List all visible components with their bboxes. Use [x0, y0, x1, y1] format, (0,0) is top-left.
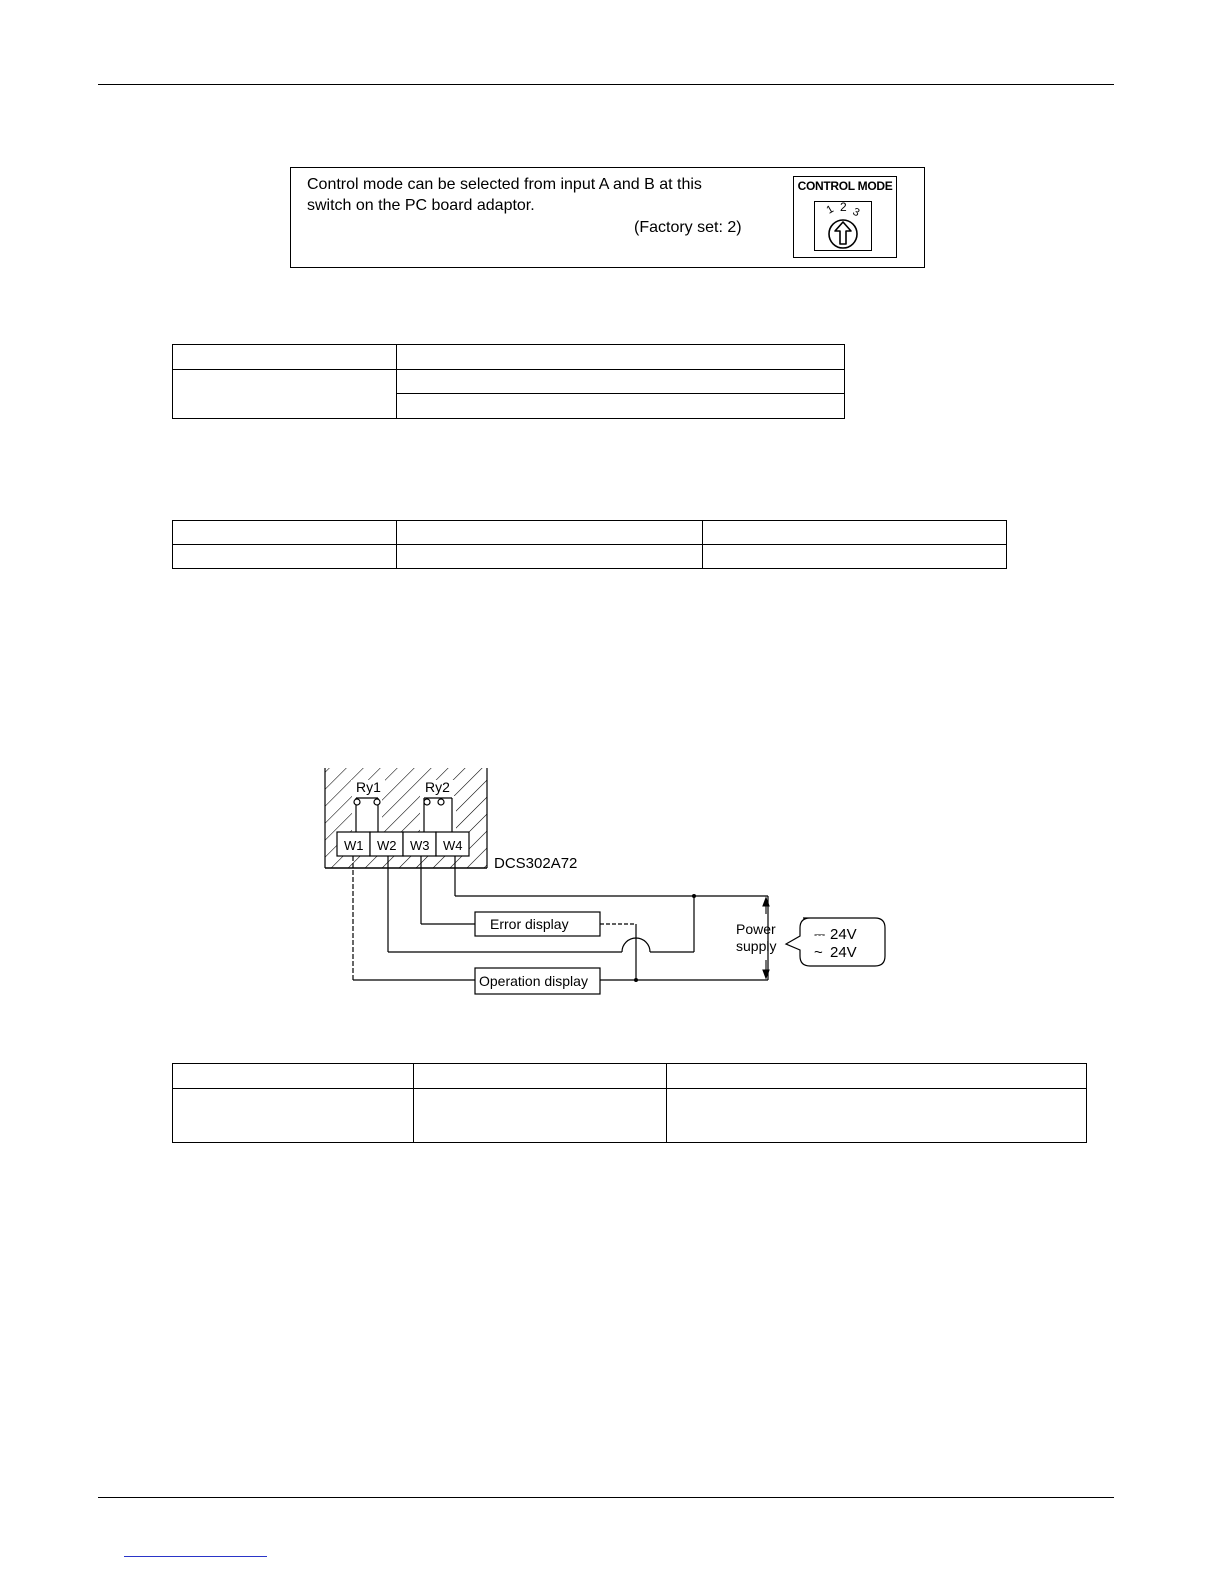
- relay-label-ry2: Ry2: [425, 779, 450, 795]
- board-model-label: DCS302A72: [494, 855, 578, 872]
- relay-contact-ry2: [420, 796, 456, 832]
- relay-label-ry1: Ry1: [356, 779, 381, 795]
- dc-symbol: ⎓: [814, 927, 826, 943]
- switch-title: CONTROL MODE: [797, 179, 893, 193]
- notice-line-1: Control mode can be selected from input A and B at this: [307, 176, 702, 193]
- terminal-w3: W3: [410, 838, 430, 853]
- terminal-block: [337, 832, 469, 856]
- switch-position-2: 2: [840, 202, 847, 214]
- wiring-diagram: [320, 760, 900, 1010]
- table-cell: [173, 370, 397, 419]
- table-1: [172, 344, 845, 419]
- control-mode-notice: [290, 167, 925, 268]
- relay-contact-ry1: [352, 796, 382, 832]
- table-cell: [414, 1064, 667, 1089]
- terminal-w2: W2: [377, 838, 397, 853]
- switch-position-3: 3: [850, 205, 862, 220]
- dial-frame: [814, 201, 872, 251]
- table-cell: [397, 370, 845, 394]
- notice-line-2: switch on the PC board adaptor.: [307, 197, 535, 214]
- table-2: [172, 520, 1007, 569]
- table-cell: [173, 521, 397, 545]
- table-cell: [173, 545, 397, 569]
- power-supply-label-line1: Power: [736, 921, 776, 937]
- ac-symbol: ~: [814, 944, 823, 961]
- table-cell: [397, 545, 703, 569]
- table-cell: [397, 345, 845, 370]
- table-cell: [397, 521, 703, 545]
- error-display-label: Error display: [490, 916, 569, 932]
- control-mode-switch: [793, 176, 897, 258]
- dc-voltage: 24V: [830, 926, 857, 943]
- terminal-w4: W4: [443, 838, 463, 853]
- switch-position-1: 1: [824, 203, 836, 217]
- power-supply-label-line2: supply: [736, 938, 777, 954]
- footer-link-underline[interactable]: [124, 1556, 267, 1557]
- table-cell: [667, 1089, 1087, 1143]
- table-cell: [397, 394, 845, 419]
- table-cell: [173, 1089, 414, 1143]
- terminal-w1: W1: [344, 838, 364, 853]
- table-cell: [414, 1089, 667, 1143]
- table-cell: [703, 521, 1007, 545]
- table-cell: [173, 1064, 414, 1089]
- table-cell: [173, 345, 397, 370]
- table-cell: [703, 545, 1007, 569]
- table-cell: [667, 1064, 1087, 1089]
- operation-display-label: Operation display: [479, 973, 588, 989]
- table-3: [172, 1063, 1087, 1143]
- factory-setting: (Factory set: 2): [634, 219, 742, 236]
- ac-voltage: 24V: [830, 944, 857, 961]
- header-rule: [98, 84, 1114, 85]
- footer-rule: [98, 1497, 1114, 1498]
- rotary-dial-arrow-icon: [815, 202, 873, 252]
